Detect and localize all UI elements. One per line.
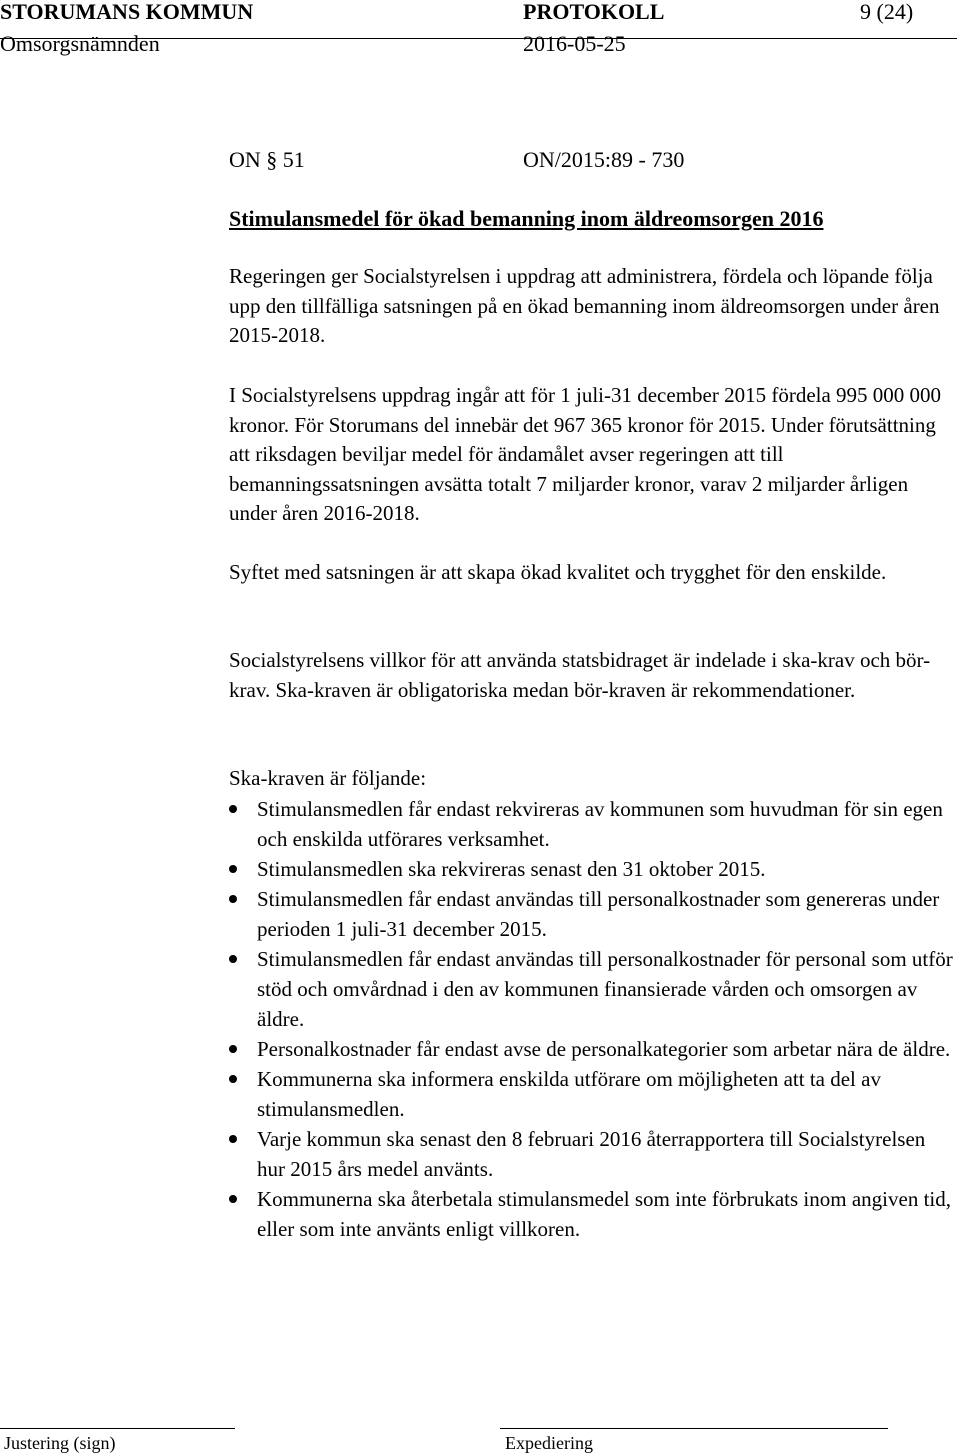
dispatch-label: Expediering [505,1433,593,1453]
paragraph-assignment: Regeringen ger Socialstyrelsen i uppdrag att administrera, fördela och löpande följa upp den tillfälliga satsningen på en ökad bemanning inom äldreomsorgen under åren 2015-2018. [229,264,940,347]
list-item-text: Personalkostnader får endast avse de personalkategorier som arbetar nära de äldre. [257,1037,951,1061]
document-type: PROTOKOLL [523,0,665,24]
page-number: 9 (24) [860,0,914,24]
bullet-icon [229,1045,237,1053]
diary-number: ON/2015:89 - 730 [523,147,685,172]
bullet-icon [229,1135,237,1143]
list-item-text: Stimulansmedlen får endast rekvireras av kommunen som huvudman för sin egen och enskilda utförares verksamhet. [257,797,943,851]
dispatch-line [500,1428,888,1429]
bullet-icon [229,865,237,873]
paragraph-purpose: Syftet med satsningen är att skapa ökad kvalitet och trygghet för den enskilde. [229,560,887,584]
paragraph-funding: I Socialstyrelsens uppdrag ingår att för 1 juli-31 december 2015 fördela 995 000 000 kronor. För Storumans del innebär det 967 365 kronor för 2015. Under förutsättning att riksdagen beviljar medel för ändamålet avser regeringen att till bemanningssatsningen avsätta totalt 7 miljarder kronor, varav 2 miljarder årligen under åren 2016-2018. [229,383,942,525]
signature-label: Justering (sign) [4,1433,116,1453]
case-title: Stimulansmedel för ökad bemanning inom äldreomsorgen 2016 [229,206,824,231]
list-item [229,944,953,1034]
list-item [229,1034,953,1064]
committee-name: Omsorgsnämnden [0,31,160,56]
list-item [229,1064,953,1124]
list-item [229,854,953,884]
list-item [229,884,953,944]
list-item-text: Kommunerna ska återbetala stimulansmedel som inte förbrukats inom angiven tid, eller som inte använts enligt villkoren. [257,1187,951,1241]
list-item [229,1184,953,1244]
list-item [229,1124,953,1184]
requirements-list [229,794,953,1244]
list-item-text: Stimulansmedlen får endast användas till personalkostnader för personal som utför stöd och omvårdnad i den av kommunen finansierade vården och omsorgen av äldre. [257,947,953,1031]
section-number: ON § 51 [229,147,305,172]
meeting-date: 2016-05-25 [523,31,626,56]
bullet-icon [229,1195,237,1203]
organization-name: STORUMANS KOMMUN [0,0,254,24]
list-item-text: Stimulansmedlen får endast användas till personalkostnader som genereras under perioden 1 juli-31 december 2015. [257,887,940,941]
bullet-icon [229,955,237,963]
requirements-heading: Ska-kraven är följande: [229,766,427,790]
list-item [229,794,953,854]
list-item-text: Varje kommun ska senast den 8 februari 2016 återrapportera till Socialstyrelsen hur 2015 års medel använts. [257,1127,926,1181]
list-item-text: Kommunerna ska informera enskilda utförare om möjligheten att ta del av stimulansmedlen. [257,1067,881,1121]
bullet-icon [229,805,237,813]
bullet-icon [229,1075,237,1083]
list-item-text: Stimulansmedlen ska rekvireras senast den 31 oktober 2015. [257,857,766,881]
signature-line [0,1428,235,1429]
bullet-icon [229,895,237,903]
paragraph-conditions: Socialstyrelsens villkor för att använda statsbidraget är indelade i ska-krav och bör-krav. Ska-kraven är obligatoriska medan bör-kraven är rekommendationer. [229,648,931,702]
